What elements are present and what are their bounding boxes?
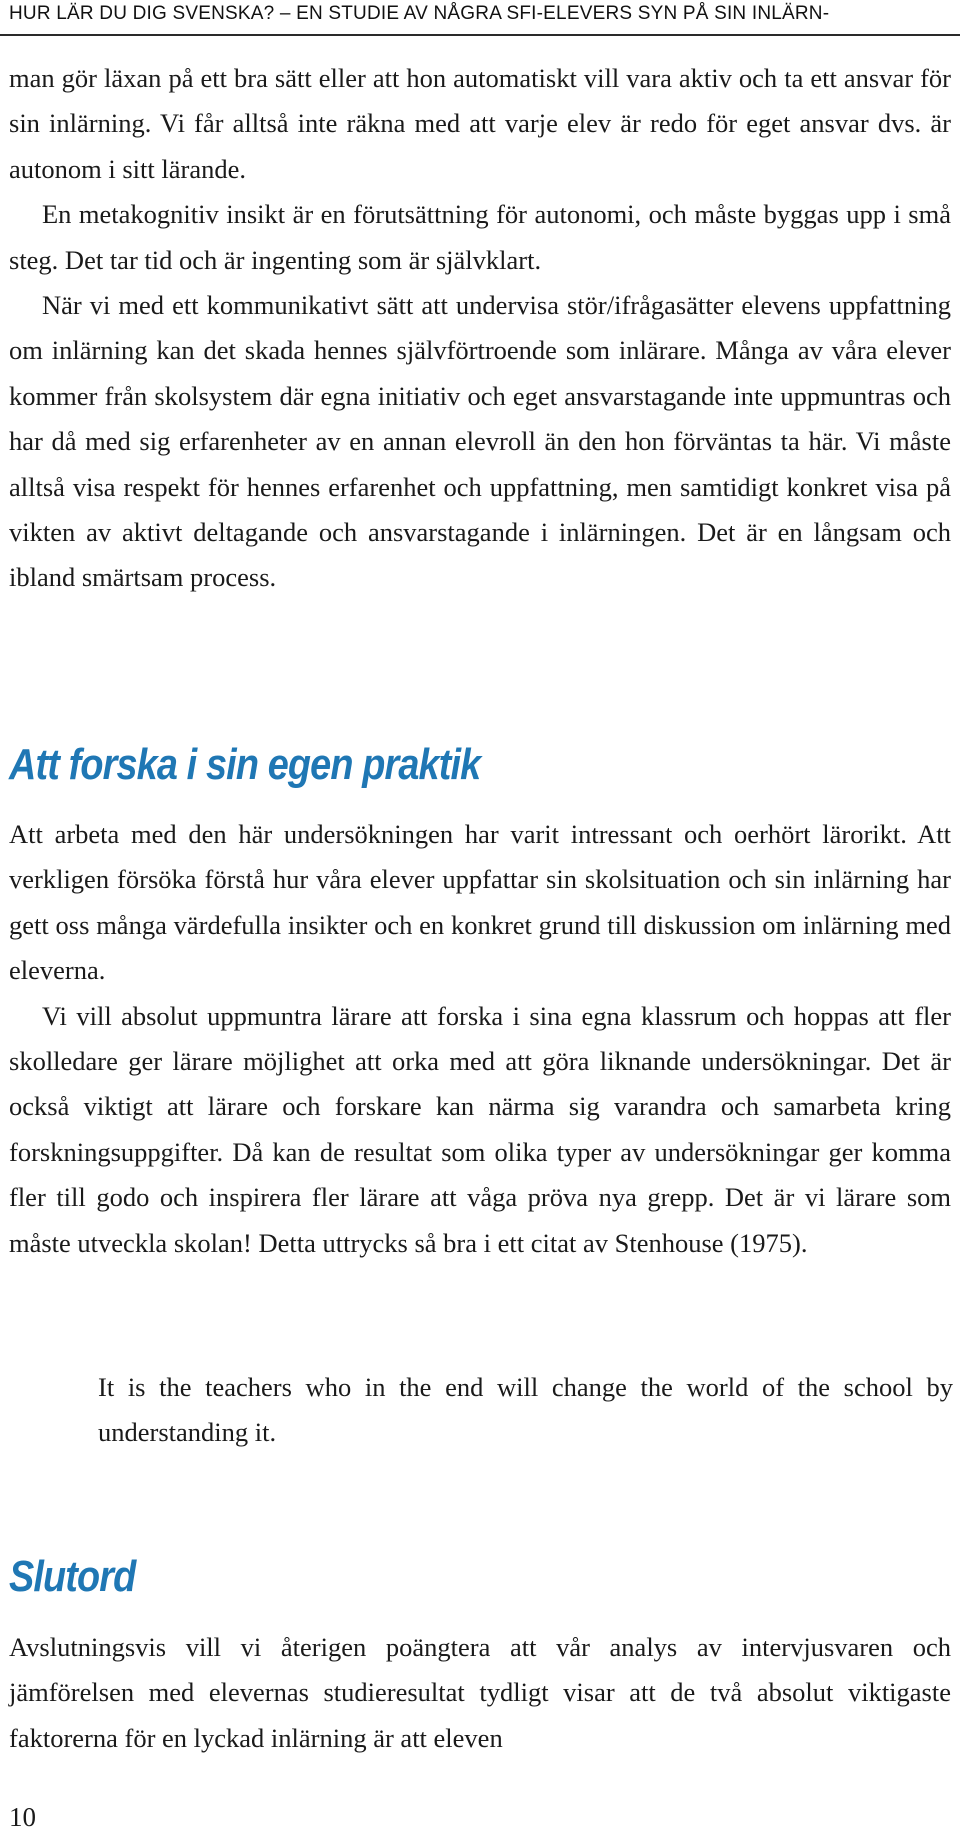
section-heading-practice: Att forska i sin egen praktik — [9, 740, 481, 789]
practice-paragraph-2: Vi vill absolut uppmuntra lärare att forska i sina egna klassrum och hoppas att fler skolledare ger lärare möjlighet att orka med att göra liknande undersökningar. Det är också viktigt att lärare och forskare kan närma sig varandra och samarbeta kring forskningsuppgifter. Då kan de resultat som olika typer av undersökningar ger komma fler till godo och inspirera fler lärare att våga pröva nya grepp. Det är vi lärare som måste utveckla skolan! Detta uttrycks så bra i ett citat av Stenhouse (1975). — [9, 1000, 951, 1258]
header-rule — [0, 34, 960, 36]
page-number: 10 — [9, 1802, 36, 1832]
section-heading-closing: Slutord — [9, 1552, 136, 1601]
practice-text — [9, 812, 951, 1266]
intro-paragraph-2: En metakognitiv insikt är en förutsättning för autonomi, och måste byggas upp i små steg. Det tar tid och är ingenting som är självklart. — [9, 199, 951, 275]
intro-paragraph-3: När vi med ett kommunikativt sätt att undervisa stör/ifrågasätter elevens uppfattning om inlärning kan det skada hennes självförtroende som inlärare. Många av våra elever kommer från skolsystem där egna initiativ och eget ansvarstagande inte uppmuntras och har då med sig erfarenheter av en annan elevroll än den hon förväntas ta här. Vi måste alltså visa respekt för hennes erfarenhet och uppfattning, men samtidigt konkret visa på vikten av aktivt deltagande och ansvarstagande i inlärningen. Det är en långsam och ibland smärtsam process. — [9, 290, 951, 593]
closing-paragraph-1: Avslutningsvis vill vi återigen poängtera att vår analys av intervjusvaren och jämförelsen med elevernas studieresultat tydligt visar att de två absolut viktigaste faktorerna för en lyckad inlärning är att eleven — [9, 1632, 951, 1753]
running-header: HUR LÄR DU DIG SVENSKA? – EN STUDIE AV NÅGRA SFI-ELEVERS SYN PÅ SIN INLÄRN- — [9, 3, 830, 24]
closing-text — [9, 1625, 951, 1761]
intro-paragraph-1: man gör läxan på ett bra sätt eller att hon automatiskt vill vara aktiv och ta ett ansvar för sin inlärning. Vi får alltså inte räkna med att varje elev är redo för eget ansvar dvs. är autonom i sitt lärande. — [9, 63, 951, 184]
practice-paragraph-1: Att arbeta med den här undersökningen har varit intressant och oerhört lärorikt. Att verkligen försöka förstå hur våra elever uppfattar sin skolsituation och sin inlärning har gett oss många värdefulla insikter och en konkret grund till diskussion om inlärning med eleverna. — [9, 819, 951, 986]
intro-text — [9, 56, 951, 601]
blockquote: It is the teachers who in the end will change the world of the school by understanding it. — [98, 1372, 953, 1448]
